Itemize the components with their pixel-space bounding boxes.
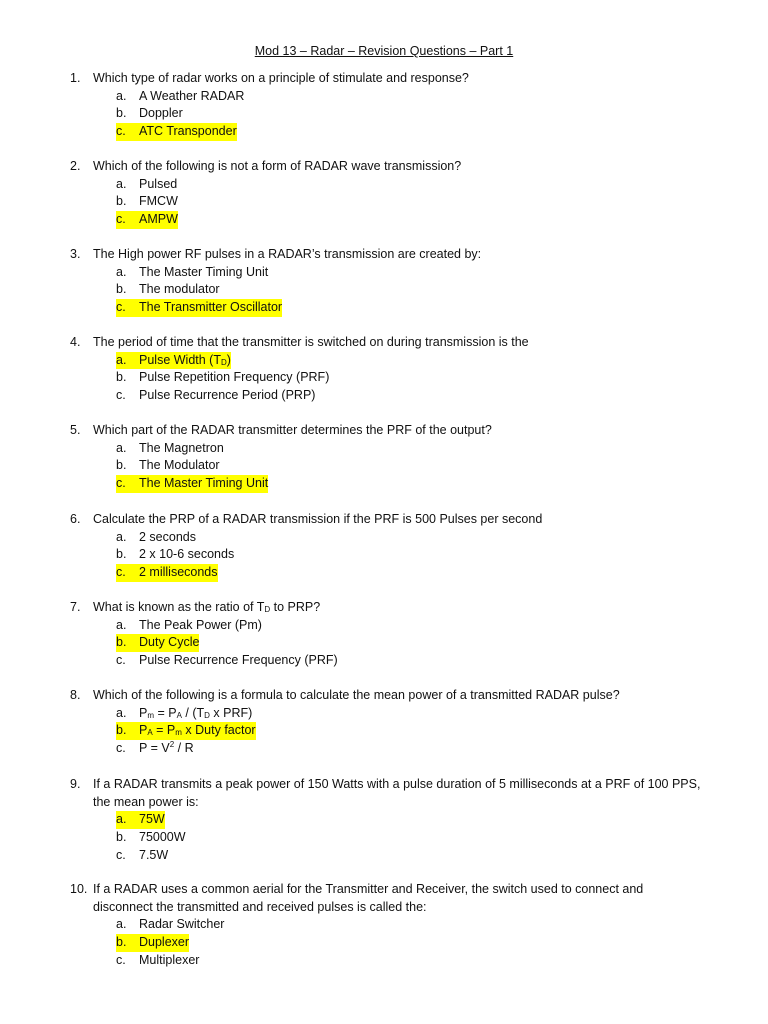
option-text: The Modulator xyxy=(139,458,220,473)
option-c xyxy=(70,652,730,670)
option-letter: c. xyxy=(116,565,126,580)
option-letter: c. xyxy=(116,847,126,862)
answer-highlight xyxy=(116,475,268,493)
option-b-correct xyxy=(70,934,730,952)
option-text xyxy=(139,705,252,723)
question-text: Which of the following is a formula to calculate the mean power of a transmitted RADAR pulse? xyxy=(93,688,620,702)
subscript: D xyxy=(220,357,227,367)
option-letter: a. xyxy=(116,176,127,191)
formula-part: / (T xyxy=(181,705,205,720)
option-a xyxy=(70,617,730,635)
option-text xyxy=(139,352,231,370)
question-number: 1. xyxy=(70,71,81,85)
option-b-correct xyxy=(70,634,730,652)
option-a xyxy=(70,264,730,282)
option-text: The Master Timing Unit xyxy=(139,476,269,491)
option-letter: a. xyxy=(116,352,127,367)
question-3 xyxy=(70,246,730,317)
option-text: 75W xyxy=(139,812,165,827)
option-text xyxy=(139,740,194,758)
subscript: m xyxy=(147,710,155,720)
question-text: The period of time that the transmitter is switched on during transmission is the xyxy=(93,335,529,349)
option-a xyxy=(70,529,730,547)
option-text: The Peak Power (Pm) xyxy=(139,617,262,632)
option-letter: c. xyxy=(116,653,126,668)
option-b-correct xyxy=(70,722,730,740)
question-text: If a RADAR uses a common aerial for the Transmitter and Receiver, the switch used to connect and xyxy=(93,882,644,896)
option-b xyxy=(70,369,730,387)
question-text xyxy=(93,599,723,617)
answer-highlight xyxy=(116,811,165,829)
formula-part: / R xyxy=(174,741,194,756)
option-letter: a. xyxy=(116,917,127,932)
question-text: Which part of the RADAR transmitter determines the PRF of the output? xyxy=(93,423,492,437)
formula-part: x Duty factor xyxy=(181,723,256,738)
option-c xyxy=(70,387,730,405)
option-letter: c. xyxy=(116,952,126,967)
subscript: m xyxy=(175,728,182,738)
option-a xyxy=(70,88,730,106)
option-letter: a. xyxy=(116,529,127,544)
formula-part: P xyxy=(139,723,148,738)
formula-part: P xyxy=(139,705,148,720)
option-letter: a. xyxy=(116,705,127,720)
option-letter: a. xyxy=(116,88,127,103)
option-letter: c. xyxy=(116,476,126,491)
option-text: Pulse Recurrence Period (PRP) xyxy=(139,388,316,403)
option-text: The modulator xyxy=(139,282,220,297)
question-text: Calculate the PRP of a RADAR transmission if the PRF is 500 Pulses per second xyxy=(93,512,543,526)
option-text: Pulse Repetition Frequency (PRF) xyxy=(139,370,330,385)
option-letter: a. xyxy=(116,440,127,455)
question-8 xyxy=(70,687,730,758)
option-letter: b. xyxy=(116,458,127,473)
question-text-tail: to PRP? xyxy=(270,600,321,614)
question-text: If a RADAR transmits a peak power of 150 Watts with a pulse duration of 5 milliseconds at a PRF of 100 PPS, xyxy=(93,777,701,791)
question-text: The High power RF pulses in a RADAR’s transmission are created by: xyxy=(93,247,482,261)
option-letter: b. xyxy=(116,547,127,562)
option-c xyxy=(70,847,730,865)
option-letter: a. xyxy=(116,617,127,632)
answer-highlight xyxy=(116,564,218,582)
question-text: Which of the following is not a form of RADAR wave transmission? xyxy=(93,159,462,173)
option-letter: c. xyxy=(116,300,126,315)
option-text-tail: ) xyxy=(226,352,231,367)
option-text: Pulsed xyxy=(139,176,178,191)
option-a xyxy=(70,916,730,934)
option-letter: b. xyxy=(116,194,127,209)
option-a-correct xyxy=(70,352,730,370)
option-text: The Magnetron xyxy=(139,440,224,455)
answer-highlight xyxy=(116,634,199,652)
option-letter: b. xyxy=(116,635,127,650)
subscript: A xyxy=(147,728,153,738)
option-b xyxy=(70,829,730,847)
option-letter: b. xyxy=(116,370,127,385)
answer-highlight xyxy=(116,352,231,370)
page-title: Mod 13 – Radar – Revision Questions – Part 1 xyxy=(254,44,514,58)
option-text xyxy=(139,722,256,740)
question-text: Which type of radar works on a principle of stimulate and response? xyxy=(93,71,469,85)
option-text: The Master Timing Unit xyxy=(139,264,269,279)
option-text: Pulse Recurrence Frequency (PRF) xyxy=(139,653,338,668)
answer-highlight xyxy=(116,211,178,229)
option-text: AMPW xyxy=(139,212,178,227)
option-letter: c. xyxy=(116,212,126,227)
option-text: 75000W xyxy=(139,830,186,845)
question-2 xyxy=(70,158,730,229)
question-number: 8. xyxy=(70,688,81,702)
formula-part: = P xyxy=(152,723,176,738)
option-text: A Weather RADAR xyxy=(139,88,245,103)
question-number: 7. xyxy=(70,600,81,614)
option-text: 2 x 10-6 seconds xyxy=(139,547,235,562)
option-letter: c. xyxy=(116,741,126,756)
question-7 xyxy=(70,599,730,670)
option-text: Duty Cycle xyxy=(139,635,200,650)
option-b xyxy=(70,546,730,564)
question-5 xyxy=(70,422,730,493)
answer-highlight xyxy=(116,722,256,740)
option-letter: b. xyxy=(116,935,127,950)
subscript: D xyxy=(204,710,210,720)
answer-highlight xyxy=(116,299,282,317)
question-4 xyxy=(70,334,730,405)
option-a xyxy=(70,705,730,723)
superscript: 2 xyxy=(169,740,175,750)
question-6 xyxy=(70,511,730,582)
option-text: The Transmitter Oscillator xyxy=(139,300,283,315)
option-c-correct xyxy=(70,299,730,317)
option-text: Radar Switcher xyxy=(139,917,225,932)
option-a xyxy=(70,176,730,194)
option-b xyxy=(70,193,730,211)
option-c-correct xyxy=(70,564,730,582)
question-number: 3. xyxy=(70,247,81,261)
question-9 xyxy=(70,776,730,865)
option-text: Doppler xyxy=(139,106,183,121)
option-c-correct xyxy=(70,475,730,493)
option-b xyxy=(70,105,730,123)
option-text: 2 seconds xyxy=(139,529,196,544)
option-b xyxy=(70,281,730,299)
option-a-correct xyxy=(70,811,730,829)
option-a xyxy=(70,440,730,458)
option-letter: b. xyxy=(116,282,127,297)
question-number: 6. xyxy=(70,512,81,526)
option-letter: a. xyxy=(116,812,127,827)
option-text: ATC Transponder xyxy=(139,124,237,139)
option-letter: c. xyxy=(116,124,126,139)
option-c-correct xyxy=(70,123,730,141)
formula-part: x PRF) xyxy=(209,705,253,720)
option-c xyxy=(70,740,730,758)
answer-highlight xyxy=(116,123,237,141)
option-text: 7.5W xyxy=(139,847,169,862)
option-letter: a. xyxy=(116,264,127,279)
option-text: 2 milliseconds xyxy=(139,565,218,580)
answer-highlight xyxy=(116,934,189,952)
question-1 xyxy=(70,70,730,141)
subscript: D xyxy=(264,605,271,614)
question-10 xyxy=(70,881,730,970)
formula-part: P = V xyxy=(139,741,170,756)
option-text: FMCW xyxy=(139,194,178,209)
option-text: Multiplexer xyxy=(139,952,200,967)
question-number: 5. xyxy=(70,423,81,437)
question-text-continued: the mean power is: xyxy=(93,794,199,809)
option-text: Duplexer xyxy=(139,935,190,950)
option-text-main: Pulse Width (T xyxy=(139,352,221,367)
option-letter: c. xyxy=(116,388,126,403)
formula-part: = P xyxy=(154,705,177,720)
option-c xyxy=(70,952,730,970)
question-text-main: What is known as the ratio of T xyxy=(93,600,265,614)
option-letter: b. xyxy=(116,830,127,845)
option-letter: b. xyxy=(116,723,127,738)
subscript: A xyxy=(176,710,182,720)
question-number: 10. xyxy=(70,882,88,896)
question-number: 4. xyxy=(70,335,81,349)
question-number: 2. xyxy=(70,159,81,173)
option-c-correct xyxy=(70,211,730,229)
question-text-continued: disconnect the transmitted and received pulses is called the: xyxy=(93,899,427,914)
question-number: 9. xyxy=(70,777,81,791)
option-letter: b. xyxy=(116,106,127,121)
option-b xyxy=(70,457,730,475)
